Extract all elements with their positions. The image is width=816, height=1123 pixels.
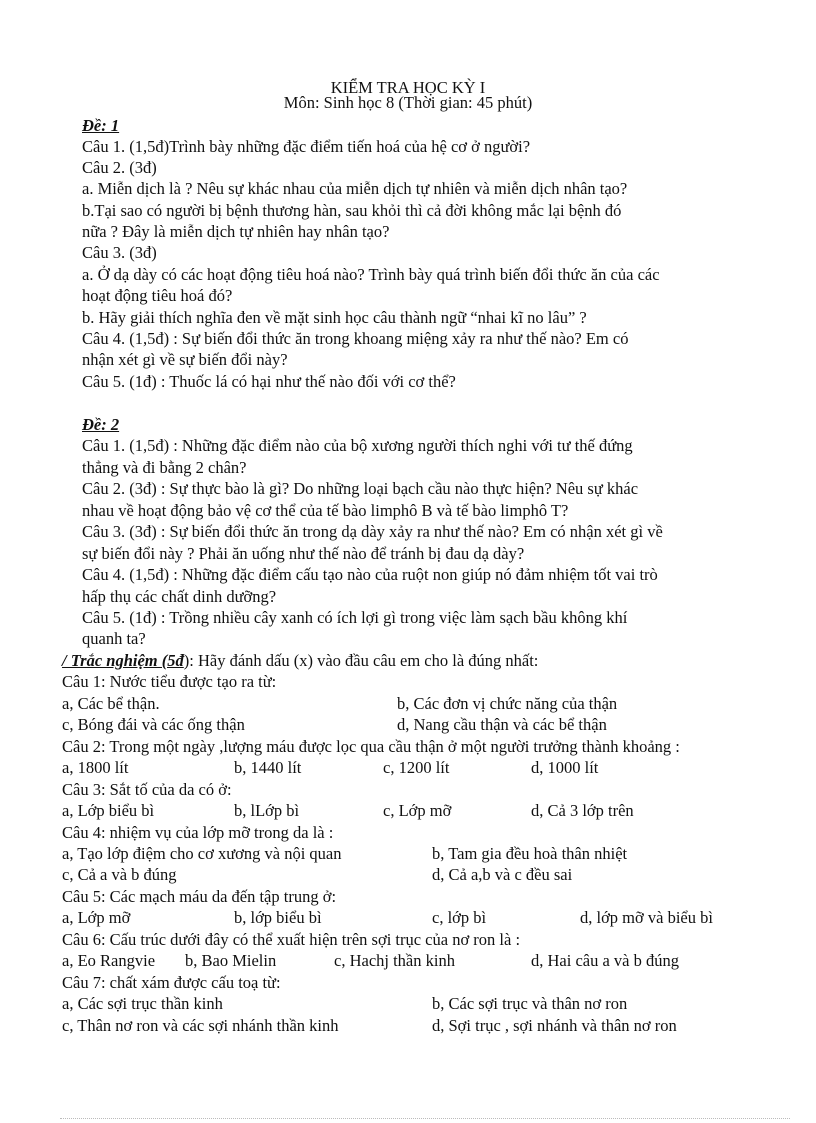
de1-line: Câu 4. (1,5đ) : Sự biến đổi thức ăn trong khoang miệng xảy ra như thế nào? Em có xyxy=(82,329,629,348)
quiz-question: Câu 6: Cấu trúc dưới đây có thể xuất hiện trên sợi trục của nơ ron là : xyxy=(62,930,521,949)
quiz-question: Câu 3: Sắt tố của da có ở: xyxy=(62,780,232,799)
quiz-question: Câu 5: Các mạch máu da đến tập trung ở: xyxy=(62,887,337,906)
section-heading-de2: Đề: 2 xyxy=(82,415,120,434)
quiz-option: c, Thân nơ ron và các sợi nhánh thần kinh xyxy=(62,1016,339,1035)
quiz-option: a, Tạo lớp điệm cho cơ xương và nội quan xyxy=(62,844,342,863)
quiz-option: c, Bóng đái và các ống thận xyxy=(62,715,245,734)
quiz-option: b, Các đơn vị chức năng của thận xyxy=(397,694,618,713)
quiz-option: d, Cả a,b và c đều sai xyxy=(432,865,573,884)
quiz-option: a, Lớp biểu bì xyxy=(62,801,155,820)
exam-title: KIỂM TRA HỌC KỲ I xyxy=(330,78,486,97)
quiz-question: Câu 7: chất xám được cấu toạ từ: xyxy=(62,973,281,992)
quiz-option: b, Các sợi trục và thân nơ ron xyxy=(432,994,628,1013)
quiz-instruction: ): Hãy đánh dấu (x) vào đầu câu em cho là đúng nhất: xyxy=(183,651,539,670)
de2-line: Câu 5. (1đ) : Trồng nhiều cây xanh có ích lợi gì trong việc làm sạch bầu không khí xyxy=(82,608,628,627)
exam-subtitle: Môn: Sinh học 8 (Thời gian: 45 phút) xyxy=(283,93,533,112)
de2-line: Câu 4. (1,5đ) : Những đặc điểm cấu tạo nào của ruột non giúp nó đảm nhiệm tốt vai trò xyxy=(82,565,658,584)
quiz-option: b, lLớp bì xyxy=(234,801,300,820)
quiz-option: b, lớp biểu bì xyxy=(234,908,322,927)
quiz-option: d, lớp mỡ và biểu bì xyxy=(580,908,713,927)
quiz-option: b, 1440 lít xyxy=(234,758,302,777)
de2-line: thẳng và đi bằng 2 chân? xyxy=(82,458,247,477)
quiz-option: b, Tam gia đều hoà thân nhiệt xyxy=(432,844,628,863)
de2-line: sự biến đổi này ? Phải ăn uống như thế nào để tránh bị đau dạ dày? xyxy=(82,544,525,563)
de1-line: Câu 1. (1,5đ)Trình bày những đặc điểm tiến hoá của hệ cơ ở người? xyxy=(82,137,531,156)
quiz-option: a, Lớp mỡ xyxy=(62,908,131,927)
de1-line: Câu 5. (1đ) : Thuốc lá có hại như thế nào đối với cơ thể? xyxy=(82,372,456,391)
quiz-option: a, 1800 lít xyxy=(62,758,129,777)
de1-line: a. Miễn dịch là ? Nêu sự khác nhau của miễn dịch tự nhiên và miễn dịch nhân tạo? xyxy=(82,179,628,198)
quiz-option: b, Bao Mielin xyxy=(185,951,277,970)
quiz-option: d, 1000 lít xyxy=(531,758,599,777)
de2-line: Câu 1. (1,5đ) : Những đặc điểm nào của bộ xương người thích nghi với tư thế đứng xyxy=(82,436,633,455)
quiz-option: a, Các bể thận. xyxy=(62,694,160,713)
de2-line: nhau về hoạt động bảo vệ cơ thể của tế bào limphô B và tế bào limphô T? xyxy=(82,501,569,520)
de1-line: b.Tại sao có người bị bệnh thương hàn, sau khỏi thì cả đời không mắc lại bệnh đó xyxy=(82,201,622,220)
quiz-option: c, Lớp mỡ xyxy=(383,801,452,820)
quiz-instruction-line xyxy=(62,650,538,672)
de2-line: hấp thụ các chất dinh dưỡng? xyxy=(82,587,277,606)
de1-line: b. Hãy giải thích nghĩa đen về mặt sinh học câu thành ngữ “nhai kĩ no lâu” ? xyxy=(82,308,587,327)
quiz-option: c, 1200 lít xyxy=(383,758,450,777)
quiz-option: d, Cả 3 lớp trên xyxy=(531,801,634,820)
de1-line: nhận xét gì về sự biến đổi này? xyxy=(82,350,288,369)
section-heading-de1: Đề: 1 xyxy=(82,116,120,135)
de2-line: Câu 2. (3đ) : Sự thực bào là gì? Do những loại bạch cầu nào thực hiện? Nêu sự khác xyxy=(82,479,639,498)
quiz-heading: / Trắc nghiệm (5đ xyxy=(62,651,184,670)
de1-line: nữa ? Đây là miễn dịch tự nhiên hay nhân tạo? xyxy=(82,222,390,241)
quiz-option: d, Nang cầu thận và các bể thận xyxy=(397,715,607,734)
de1-line: hoạt động tiêu hoá đó? xyxy=(82,286,233,305)
quiz-option: c, Hachj thần kinh xyxy=(334,951,455,970)
de2-line: quanh ta? xyxy=(82,629,146,648)
de1-line: a. Ở dạ dày có các hoạt động tiêu hoá nào? Trình bày quá trình biến đổi thức ăn của các xyxy=(82,265,660,284)
quiz-option: d, Hai câu a và b đúng xyxy=(531,951,679,970)
quiz-option: c, Cả a và b đúng xyxy=(62,865,177,884)
quiz-question: Câu 2: Trong một ngày ,lượng máu được lọc qua cầu thận ở một người trưởng thành khoảng : xyxy=(62,737,680,756)
de2-line: Câu 3. (3đ) : Sự biến đổi thức ăn trong dạ dày xảy ra như thế nào? Em có nhận xét gì về xyxy=(82,522,663,541)
quiz-option: c, lớp bì xyxy=(432,908,487,927)
de1-line: Câu 3. (3đ) xyxy=(82,243,157,262)
quiz-option: a, Các sợi trục thần kinh xyxy=(62,994,223,1013)
page-bottom-divider xyxy=(60,1118,790,1119)
quiz-option: d, Sợi trục , sợi nhánh và thân nơ ron xyxy=(432,1016,677,1035)
quiz-question: Câu 4: nhiệm vụ của lớp mỡ trong da là : xyxy=(62,823,334,842)
de1-line: Câu 2. (3đ) xyxy=(82,158,157,177)
quiz-option: a, Eo Rangvie xyxy=(62,951,156,970)
quiz-question: Câu 1: Nước tiểu được tạo ra từ: xyxy=(62,672,277,691)
